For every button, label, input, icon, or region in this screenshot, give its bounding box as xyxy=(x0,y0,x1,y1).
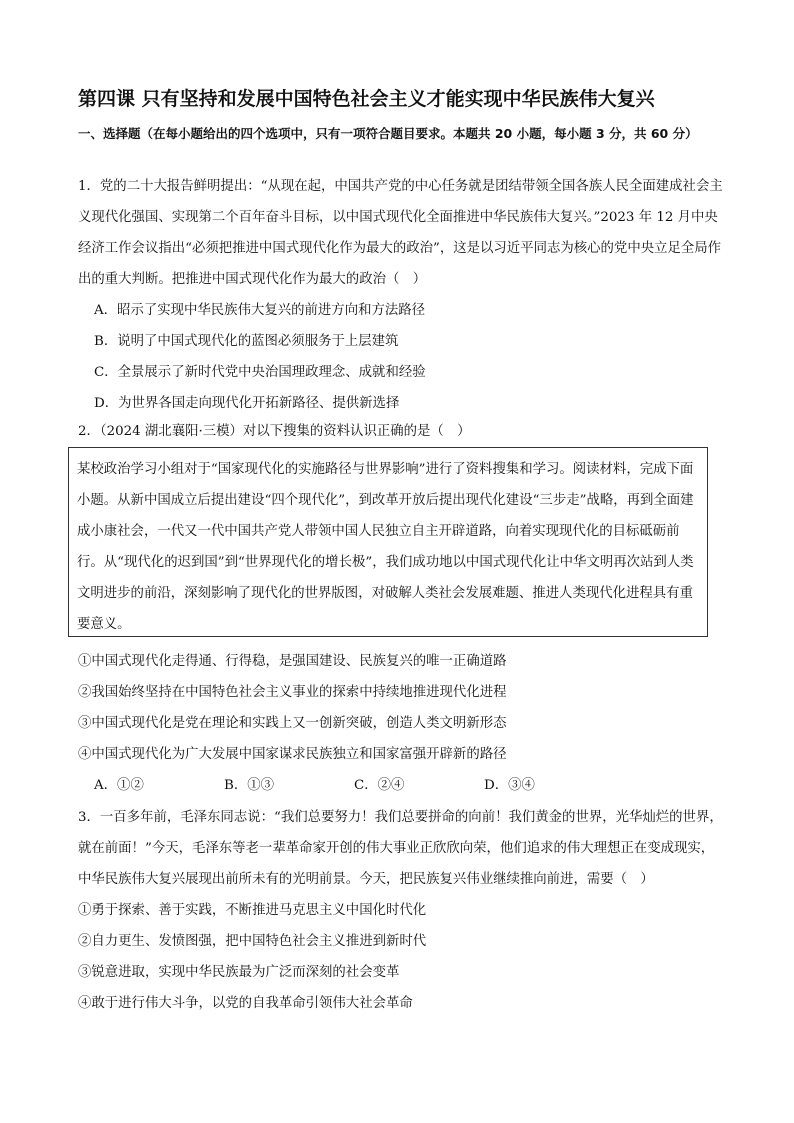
question-3-statement-1: ①勇于探索、善于实践，不断推进马克思主义中国化时代化 xyxy=(78,903,427,918)
question-1-option-b: B．说明了中国式现代化的蓝图必须服务于上层建筑 xyxy=(94,334,399,349)
question-2-material-text: 某校政治学习小组对于“国家现代化的实施路径与世界影响”进行了资料搜集和学习。阅读材料，完成下面小题。从新中国成立后提出建设“四个现代化”，到改革开放后提出现代化建设“三步走”战略，再到全面建成小康社会，一代又一代中国共产党人带领中国人民独立自主开辟道路，向着实现现代化的目标砥砺前行。从“现代化的迟到国”到“世界现代化的增长极”，我们成功地以中国式现代化让中华文明再次站到人类文明进步的前沿，深刻影响了现代化的世界版图，对破解人类社会发展难题、推进人类现代化进程具有重要意义。 xyxy=(77,462,694,632)
question-3-statement-4: ④敢于进行伟大斗争，以党的自我革命引领伟大社会革命 xyxy=(78,996,413,1011)
question-2-choice-a: A．①② xyxy=(94,778,144,793)
question-2-stem: 2．（2024 湖北襄阳·三模）对以下搜集的资料认识正确的是（ ） xyxy=(78,424,471,439)
question-2-choice-b: B．①③ xyxy=(224,778,275,793)
question-2-statement-2: ②我国始终坚持在中国特色社会主义事业的探索中持续地推进现代化进程 xyxy=(78,685,507,700)
question-2-choices xyxy=(78,770,723,801)
lesson-title: 第四课 只有坚持和发展中国特色社会主义才能实现中华民族伟大复兴 xyxy=(78,88,655,110)
question-2-statements xyxy=(78,646,723,801)
question-2-statement-4: ④中国式现代化为广大发展中国家谋求民族独立和国家富强开辟新的路径 xyxy=(78,747,507,762)
question-1-stem: 1．党的二十大报告鲜明提出：“从现在起，中国共产党的中心任务就是团结带领全国各族人民全面建成社会主义现代化强国、实现第二个百年奋斗目标，以中国式现代化全面推进中华民族伟大复兴。”2023 年 12 月中央经济工作会议指出“必须把推进中国式现代化作为最大的政治”，这是以习近平同志为核心的党中央立足全局作出的重大判断。把推进中国式现代化作为最大的政治（ ） xyxy=(78,179,723,287)
question-1-option-a: A．昭示了实现中华民族伟大复兴的前进方向和方法路径 xyxy=(94,303,426,318)
question-3-statement-3: ③锐意进取，实现中华民族最为广泛而深刻的社会变革 xyxy=(78,965,400,980)
section-heading: 一、选择题（在每小题给出的四个选项中，只有一项符合题目要求。本题共 20 小题，每小题 3 分，共 60 分） xyxy=(78,126,698,141)
question-2-statement-1: ①中国式现代化走得通、行得稳，是强国建设、民族复兴的唯一正确道路 xyxy=(78,654,507,669)
question-3 xyxy=(78,802,723,1019)
question-2-material-box xyxy=(68,447,708,637)
question-2 xyxy=(78,416,723,447)
question-1-option-d: D．为世界各国走向现代化开拓新路径、提供新选择 xyxy=(94,396,400,411)
question-2-statement-3: ③中国式现代化是党在理论和实践上又一创新突破，创造人类文明新形态 xyxy=(78,716,507,731)
question-3-stem: 3．一百多年前，毛泽东同志说：“我们总要努力！我们总要拼命的向前！我们黄金的世界，光华灿烂的世界，就在前面！”今天，毛泽东等老一辈革命家开创的伟大事业正欣欣向荣，他们追求的伟大理想正在变成现实，中华民族伟大复兴展现出前所未有的光明前景。今天，把民族复兴伟业继续推向前进，需要（ ） xyxy=(78,810,723,887)
question-3-statement-2: ②自力更生、发愤图强，把中国特色社会主义推进到新时代 xyxy=(78,934,427,949)
question-1 xyxy=(78,171,723,419)
question-2-choice-d: D．③④ xyxy=(484,778,535,793)
question-1-option-c: C．全景展示了新时代党中央治国理政理念、成就和经验 xyxy=(94,365,426,380)
question-2-choice-c: C．②④ xyxy=(354,778,405,793)
